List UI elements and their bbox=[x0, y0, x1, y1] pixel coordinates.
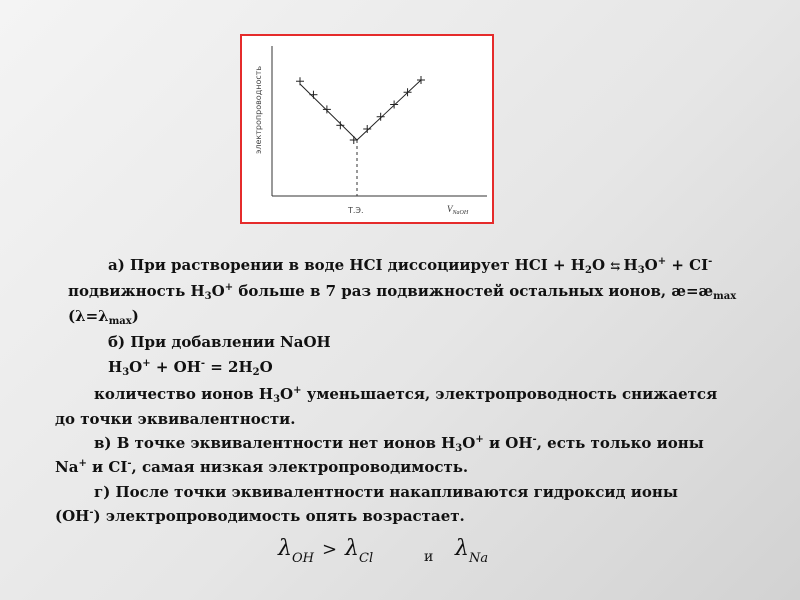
l8-m2: и ОН bbox=[483, 434, 533, 452]
conductivity-chart bbox=[240, 34, 494, 224]
l5-e: О bbox=[259, 358, 273, 376]
l1-pre: а) При растворении в воде НСI диссоциирует НСI + Н bbox=[108, 256, 585, 274]
text-line-d: г) После точки эквивалентности накапливаются гидроксид ионы bbox=[94, 483, 678, 501]
l1-sup2: - bbox=[708, 256, 713, 267]
data-points bbox=[296, 76, 425, 144]
l3-pre: (λ=λ bbox=[68, 307, 109, 325]
l5-sub2: 2 bbox=[252, 367, 260, 378]
l8-sub1: 3 bbox=[455, 443, 463, 454]
l5-b: О bbox=[129, 358, 143, 376]
l8-pre: в) В точке эквивалентности нет ионов Н bbox=[94, 434, 456, 452]
l1-sub2: 3 bbox=[637, 265, 645, 276]
text-line-a2 bbox=[68, 282, 736, 302]
l5-c: + ОН bbox=[150, 358, 201, 376]
l11-post: ) электропроводимость опять возрастает. bbox=[93, 507, 465, 525]
l9-sup1: + bbox=[78, 458, 87, 469]
text-line-b2 bbox=[94, 385, 717, 405]
l3-sub1: max bbox=[108, 316, 132, 327]
conjunction-text: и bbox=[424, 549, 434, 565]
text-line-b: б) При добавлении NaOH bbox=[108, 333, 331, 351]
text-line-b3: до точки эквивалентности. bbox=[55, 410, 296, 428]
equivalence-point-label: Т.Э. bbox=[348, 206, 364, 215]
chart-svg bbox=[242, 36, 492, 222]
l6-m: О bbox=[280, 385, 294, 403]
l8-post: , есть только ионы bbox=[536, 434, 704, 452]
l6-pre: количество ионов Н bbox=[94, 385, 274, 403]
l2-sub2: max bbox=[713, 291, 737, 302]
lambda-cl-sub: Cl bbox=[359, 551, 374, 566]
text-line-c bbox=[94, 434, 704, 454]
lambda-oh: λ bbox=[278, 536, 292, 561]
x-axis-label bbox=[447, 204, 468, 216]
l1-sub1: 2 bbox=[584, 265, 592, 276]
l6-post: уменьшается, электропроводность снижается bbox=[301, 385, 718, 403]
lambda-na-sub: Na bbox=[468, 551, 489, 566]
formula-conjunction bbox=[424, 542, 433, 582]
equilibrium-arrow-icon: ⇆ bbox=[610, 259, 619, 273]
l5-sup1: + bbox=[142, 358, 151, 369]
l5-sub1: 3 bbox=[122, 367, 130, 378]
l11-pre: (ОН bbox=[55, 507, 90, 525]
l2-sup1: + bbox=[224, 282, 234, 293]
l11-sup1: - bbox=[89, 507, 94, 518]
l5-a: Н bbox=[108, 358, 123, 376]
greater-than: > bbox=[321, 539, 338, 560]
lambda-na: λ bbox=[455, 536, 469, 561]
lambda-na-formula bbox=[455, 536, 488, 576]
l1-m4: + СI bbox=[666, 256, 709, 274]
x-axis-label-main: V bbox=[447, 204, 453, 214]
lambda-cl: λ bbox=[345, 536, 359, 561]
l2-m1: О bbox=[211, 282, 225, 300]
l8-m1: О bbox=[462, 434, 476, 452]
l9-post: , самая низкая электропроводимость. bbox=[131, 458, 469, 476]
l6-sub1: 3 bbox=[273, 394, 281, 405]
l5-d: = 2Н bbox=[205, 358, 253, 376]
l8-sup2: - bbox=[532, 434, 537, 445]
l2-pre: подвижность Н bbox=[68, 282, 205, 300]
text-line-c2 bbox=[55, 458, 468, 476]
l9-m: и СI bbox=[86, 458, 128, 476]
reaction-equation bbox=[108, 358, 273, 378]
mobility-formula bbox=[278, 536, 373, 576]
y-axis-label: электропроводность bbox=[254, 65, 263, 154]
l1-m1: О bbox=[591, 256, 611, 274]
l8-sup1: + bbox=[475, 434, 484, 445]
l5-sup2: - bbox=[200, 358, 206, 369]
text-line-d2 bbox=[55, 507, 465, 525]
l2-sub1: 3 bbox=[204, 291, 212, 302]
l3-post: ) bbox=[131, 307, 139, 325]
x-axis-label-sub: NaOH bbox=[452, 210, 469, 216]
l6-sup1: + bbox=[293, 385, 302, 396]
text-line-a3 bbox=[68, 307, 139, 327]
l1-sup1: + bbox=[657, 256, 667, 267]
l1-m3: О bbox=[644, 256, 658, 274]
titration-curve bbox=[300, 80, 421, 140]
l9-pre: Na bbox=[55, 458, 79, 476]
l2-m2: больше в 7 раз подвижностей остальных ионов, æ=æ bbox=[233, 282, 714, 300]
lambda-oh-sub: OH bbox=[291, 551, 314, 566]
l9-sup2: - bbox=[127, 458, 132, 469]
text-line-a bbox=[108, 256, 712, 276]
l1-m2: Н bbox=[618, 256, 638, 274]
